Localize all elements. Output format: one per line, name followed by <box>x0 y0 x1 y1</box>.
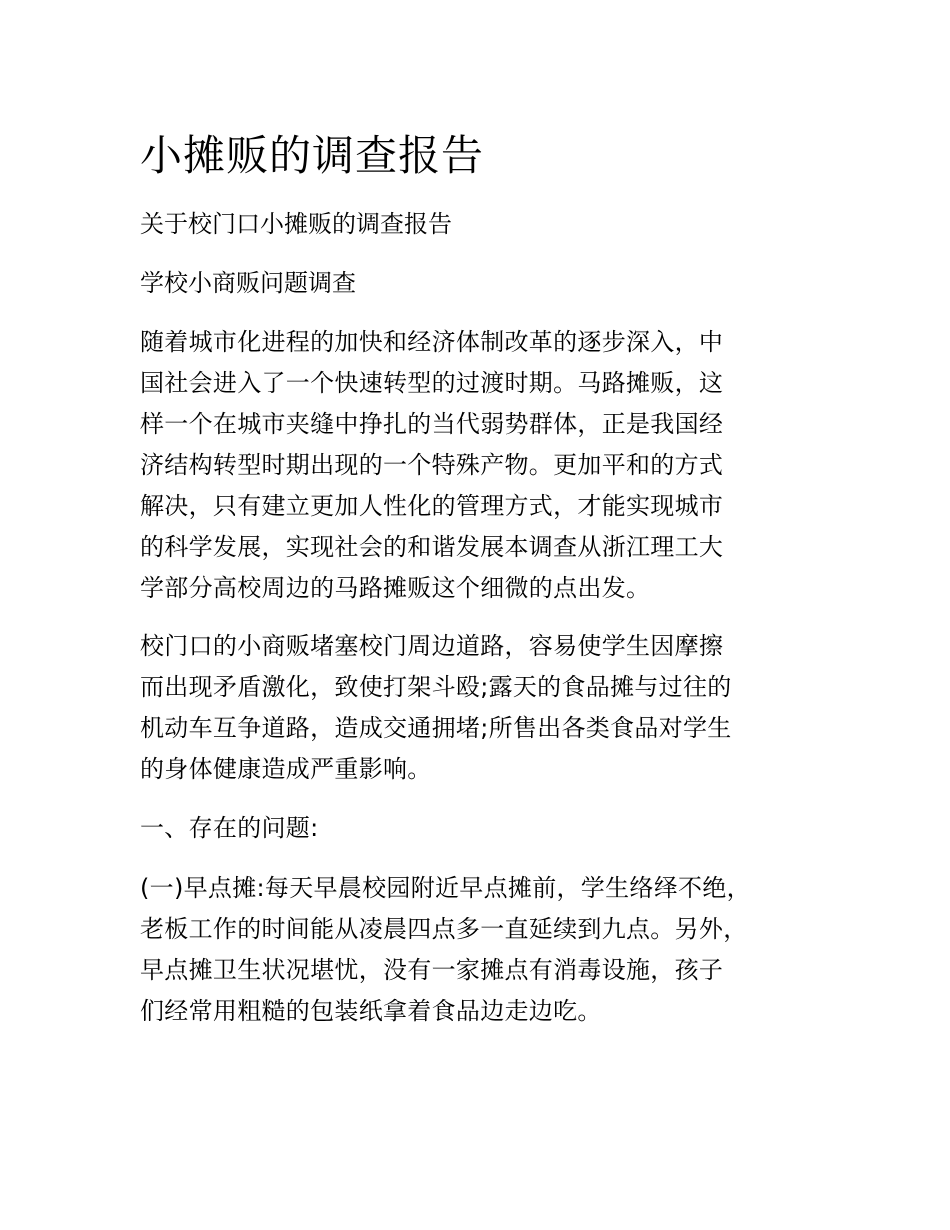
paragraph-line: 解决，只有建立更加人性化的管理方式，才能实现城市 <box>140 492 724 520</box>
paragraph-intro <box>140 322 723 609</box>
paragraph-line: (一)早点摊:每天早晨校园附近早点摊前，学生络绎不绝， <box>140 874 751 902</box>
page-title: 小摊贩的调查报告 <box>140 131 485 180</box>
paragraph-line: 济结构转型时期出现的一个特殊产物。更加平和的方式 <box>140 451 724 479</box>
paragraph-line: 的科学发展，实现社会的和谐发展本调查从浙江理工大 <box>140 533 724 561</box>
paragraph-line: 校门口的小商贩堵塞校门周边道路，容易使学生因摩擦 <box>140 632 724 660</box>
paragraph-line: 而出现矛盾激化，致使打架斗殴;露天的食品摊与过往的 <box>140 673 732 701</box>
paragraph-breakfast-stalls <box>140 868 751 1032</box>
section-heading-text: 一、存在的问题: <box>140 814 319 842</box>
paragraph-problems-overview <box>140 626 732 790</box>
section-heading <box>140 808 319 849</box>
paragraph-line: 的身体健康造成严重影响。 <box>140 755 432 783</box>
paragraph-line: 们经常用粗糙的包装纸拿着食品边走边吃。 <box>140 997 602 1025</box>
paragraph-line: 机动车互争道路，造成交通拥堵;所售出各类食品对学生 <box>140 714 732 742</box>
paragraph-line: 早点摊卫生状况堪忧，没有一家摊点有消毒设施，孩子 <box>140 956 724 984</box>
paragraph-line: 随着城市化进程的加快和经济体制改革的逐步深入，中 <box>140 328 724 356</box>
paragraph-line: 样一个在城市夹缝中挣扎的当代弱势群体，正是我国经 <box>140 410 724 438</box>
paragraph-line: 老板工作的时间能从凌晨四点多一直延续到九点。另外， <box>140 915 748 943</box>
subtitle-survey: 学校小商贩问题调查 <box>140 269 356 297</box>
subtitle-report: 关于校门口小摊贩的调查报告 <box>140 210 452 238</box>
paragraph-line: 学部分高校周边的马路摊贩这个细微的点出发。 <box>140 574 651 602</box>
paragraph-line: 国社会进入了一个快速转型的过渡时期。马路摊贩，这 <box>140 369 724 397</box>
